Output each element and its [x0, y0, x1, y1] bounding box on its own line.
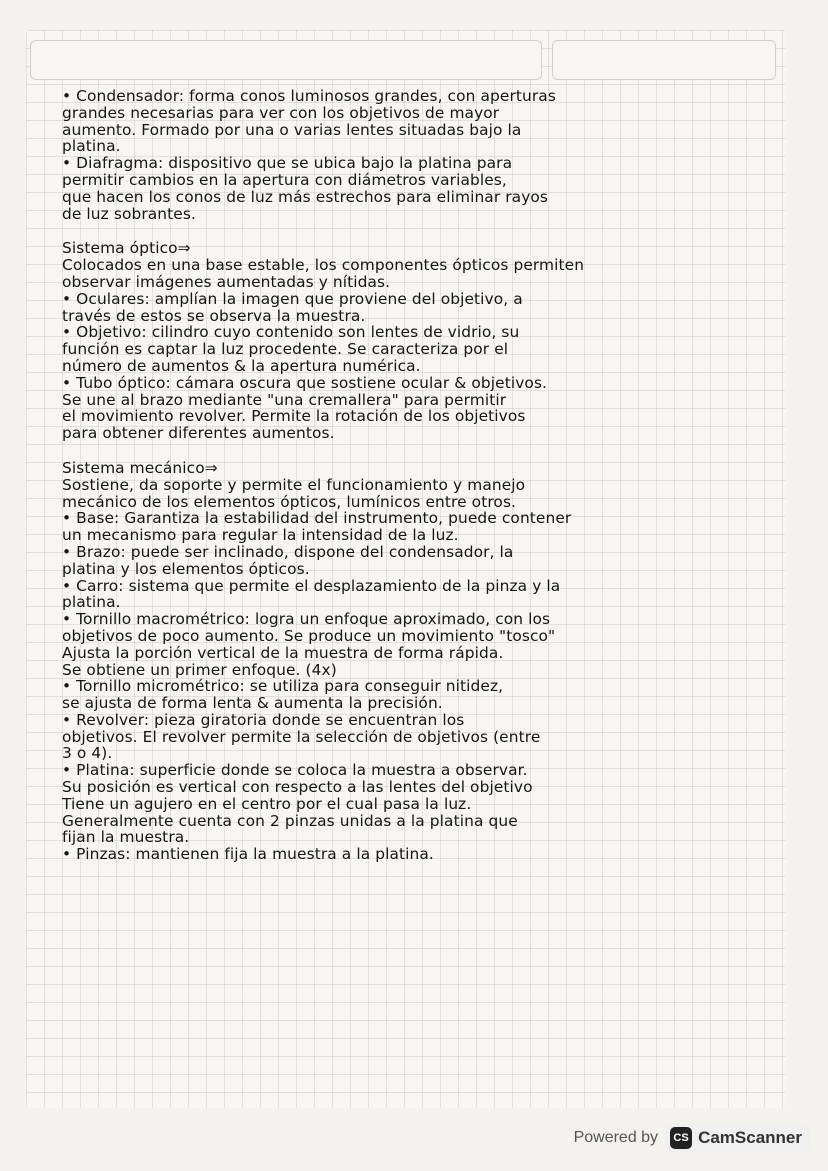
note-line: • Carro: sistema que permite el desplazamiento de la pinza y la [62, 576, 561, 595]
note-line: un mecanismo para regular la intensidad de la luz. [62, 526, 459, 545]
note-line: objetivos de poco aumento. Se produce un movimiento "tosco" [62, 626, 556, 645]
note-line: número de aumentos & la apertura numérica. [62, 356, 421, 375]
note-line: para obtener diferentes aumentos. [62, 424, 335, 443]
note-line: Sistema mecánico⇒ [62, 458, 218, 477]
note-line: que hacen los conos de luz más estrechos para eliminar rayos [62, 187, 549, 206]
note-line: • Tornillo macrométrico: logra un enfoque aproximado, con los [62, 610, 551, 629]
note-line: Se obtiene un primer enfoque. (4x) [62, 660, 337, 679]
note-line: el movimiento revolver. Permite la rotación de los objetivos [62, 407, 526, 426]
note-line: • Tornillo micrométrico: se utiliza para conseguir nitidez, [62, 677, 504, 696]
note-line: platina. [62, 593, 121, 612]
note-line: Sostiene, da soporte y permite el funcionamiento y manejo [62, 475, 526, 494]
note-line: • Pinzas: mantienen fija la muestra a la platina. [62, 845, 434, 864]
note-line: de luz sobrantes. [62, 204, 196, 223]
note-line: Ajusta la porción vertical de la muestra de forma rápida. [62, 643, 504, 662]
note-line: • Oculares: amplían la imagen que proviene del objetivo, a [62, 289, 523, 308]
note-line: Se une al brazo mediante "una cremallera" para permitir [62, 390, 507, 409]
header-box-left [30, 40, 542, 80]
camscanner-watermark [574, 1123, 810, 1153]
note-line: permitir cambios en la apertura con diámetros variables, [62, 170, 507, 189]
paragraph-gap [62, 442, 772, 460]
note-line: platina. [62, 137, 121, 156]
camscanner-brand: CamScanner [698, 1128, 802, 1147]
note-line: • Diafragma: dispositivo que se ubica bajo la platina para [62, 154, 513, 173]
camscanner-icon: CS [670, 1127, 692, 1149]
header-box-right [552, 40, 776, 80]
note-line: • Brazo: puede ser inclinado, dispone del condensador, la [62, 542, 514, 561]
note-line: aumento. Formado por una o varias lentes situadas bajo la [62, 120, 522, 139]
powered-by-text: Powered by [573, 1129, 659, 1146]
camscanner-logo [666, 1124, 810, 1152]
note-line: • Objetivo: cilindro cuyo contenido son lentes de vidrio, su [62, 323, 520, 342]
paragraph-gap [62, 222, 772, 240]
note-line: Generalmente cuenta con 2 pinzas unidas a la platina que [62, 811, 518, 830]
note-line: • Base: Garantiza la estabilidad del instrumento, puede contener [62, 509, 572, 528]
note-line: • Tubo óptico: cámara oscura que sostiene ocular & objetivos. [62, 373, 548, 392]
note-line: • Platina: superficie donde se coloca la muestra a observar. [62, 761, 528, 780]
note-line: observar imágenes aumentadas y nítidas. [62, 272, 391, 291]
note-line: • Condensador: forma conos luminosos grandes, con aperturas [62, 87, 556, 105]
note-line: Tiene un agujero en el centro por el cual pasa la luz. [62, 794, 472, 813]
note-line: Sistema óptico⇒ [62, 239, 191, 258]
note-line: platina y los elementos ópticos. [62, 559, 310, 578]
note-line: través de estos se observa la muestra. [62, 306, 366, 325]
note-line: mecánico de los elementos ópticos, lumínicos entre otros. [62, 492, 517, 511]
note-line: fijan la muestra. [62, 828, 190, 847]
note-line: grandes necesarias para ver con los objetivos de mayor [62, 103, 500, 122]
note-line: • Revolver: pieza giratoria donde se encuentran los [62, 710, 465, 729]
note-line: Su posición es vertical con respecto a las lentes del objetivo [62, 778, 533, 797]
note-line: 3 o 4). [62, 744, 113, 763]
note-line: objetivos. El revolver permite la selección de objetivos (entre [62, 727, 541, 746]
handwritten-notes [62, 88, 772, 863]
note-line: Colocados en una base estable, los componentes ópticos permiten [62, 256, 585, 275]
note-line: función es captar la luz procedente. Se caracteriza por el [62, 340, 509, 359]
note-line: se ajusta de forma lenta & aumenta la precisión. [62, 694, 443, 713]
